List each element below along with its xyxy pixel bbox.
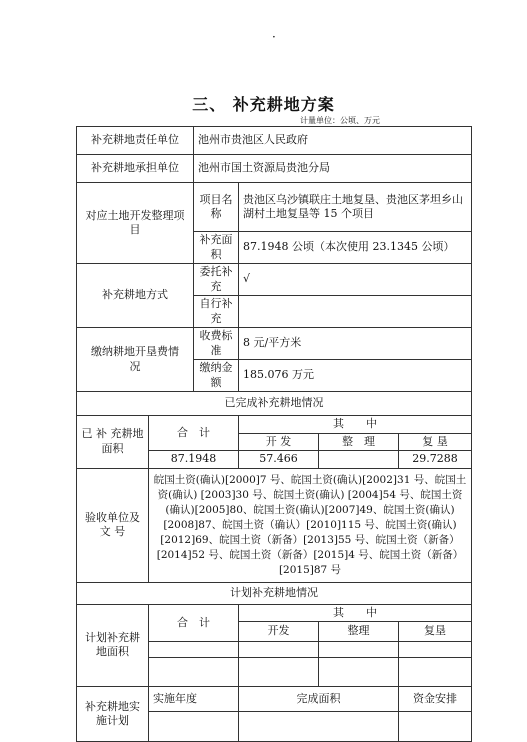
completed-zhengli-label: 整 理: [319, 433, 399, 451]
responsible-value: 池州市贵池区人民政府: [194, 127, 472, 155]
completed-kaifa-label: 开 发: [239, 433, 319, 451]
completed-total-value: 87.1948: [149, 451, 239, 469]
undertaker-label: 补充耕地承担单位: [77, 155, 194, 183]
fee-amount-value: 185.076 万元: [239, 360, 472, 392]
completed-header: 已完成补充耕地情况: [77, 392, 472, 416]
project-name-label: 项目名称: [194, 183, 239, 232]
completed-zhengli-value: [319, 451, 399, 469]
area-label: 补充面积: [194, 232, 239, 264]
unit-note: 计量单位：公顷、万元: [300, 116, 380, 125]
planned-zhengli-blank: [319, 658, 399, 687]
impl-done-area-value: [239, 712, 399, 742]
doc-label: 验收单位及 文 号: [77, 468, 149, 582]
planned-area-label: 计划补充耕地面积: [77, 604, 149, 687]
method-label: 补充耕地方式: [77, 264, 194, 328]
completed-fuken-label: 复 垦: [399, 433, 472, 451]
impl-year-value: [149, 712, 239, 742]
doc-value: 皖国土资(确认)[2000]7 号、皖国土资(确认)[2002]31 号、皖国土资(确认) [2003]30 号、皖国土资(确认) [2004]54 号、皖国土资(确认)[2005]80、皖国土资(确认)[2007]49、皖国土资(确认)[2008]87、皖国土资（确认）[2010]115 号、皖国土资(确认)[2012]69、皖国土资（新备）[2013]55 号、皖国土资（新备）[2014]52 号、皖国土资（新备）[2015]4 号、皖国土资（新备）[2015]87 号: [149, 468, 472, 582]
planned-total-blank: [149, 658, 239, 687]
completed-total-label: 合 计: [149, 416, 239, 451]
fee-standard-label: 收费标准: [194, 328, 239, 360]
supplement-plan-table: [76, 126, 472, 742]
planned-fuken-blank: [399, 658, 472, 687]
planned-kaifa-blank: [239, 658, 319, 687]
planned-fuken-label: 复垦: [399, 622, 472, 642]
page-title: 三、 补充耕地方案: [192, 95, 335, 114]
planned-header: 计划补充耕地情况: [77, 582, 472, 604]
planned-total-value: [149, 642, 239, 658]
impl-funds-label: 资金安排: [399, 687, 472, 712]
planned-fuken-value: [399, 642, 472, 658]
fee-standard-value: 8 元/平方米: [239, 328, 472, 360]
self-label: 自行补充: [194, 296, 239, 328]
planned-kaifa-value: [239, 642, 319, 658]
impl-funds-value: [399, 712, 472, 742]
entrust-check: √: [239, 264, 472, 296]
planned-total-label: 合 计: [149, 604, 239, 642]
planned-zhengli-value: [319, 642, 399, 658]
impl-done-area-label: 完成面积: [239, 687, 399, 712]
project-group-label: 对应土地开发整理项目: [77, 183, 194, 264]
planned-of-which: 其 中: [239, 604, 472, 622]
responsible-label: 补充耕地责任单位: [77, 127, 194, 155]
impl-label: 补充耕地实施计划: [77, 687, 149, 742]
completed-fuken-value: 29.7288: [399, 451, 472, 469]
self-value: [239, 296, 472, 328]
project-name-value: 贵池区乌沙镇联庄土地复垦、贵池区茅坦乡山湖村土地复垦等 15 个项目: [239, 183, 472, 232]
planned-kaifa-label: 开发: [239, 622, 319, 642]
completed-of-which: 其 中: [239, 416, 472, 434]
undertaker-value: 池州市国土资源局贵池分局: [194, 155, 472, 183]
entrust-label: 委托补充: [194, 264, 239, 296]
completed-area-label: 已 补 充耕地面积: [77, 416, 149, 469]
planned-zhengli-label: 整理: [319, 622, 399, 642]
fee-amount-label: 缴纳金额: [194, 360, 239, 392]
fee-label: 缴纳耕地开垦费情 况: [77, 328, 194, 392]
completed-kaifa-value: 57.466: [239, 451, 319, 469]
area-value: 87.1948 公顷（本次使用 23.1345 公顷）: [239, 232, 472, 264]
page-dot: ·: [272, 30, 276, 44]
impl-year-label: 实施年度: [149, 687, 239, 712]
